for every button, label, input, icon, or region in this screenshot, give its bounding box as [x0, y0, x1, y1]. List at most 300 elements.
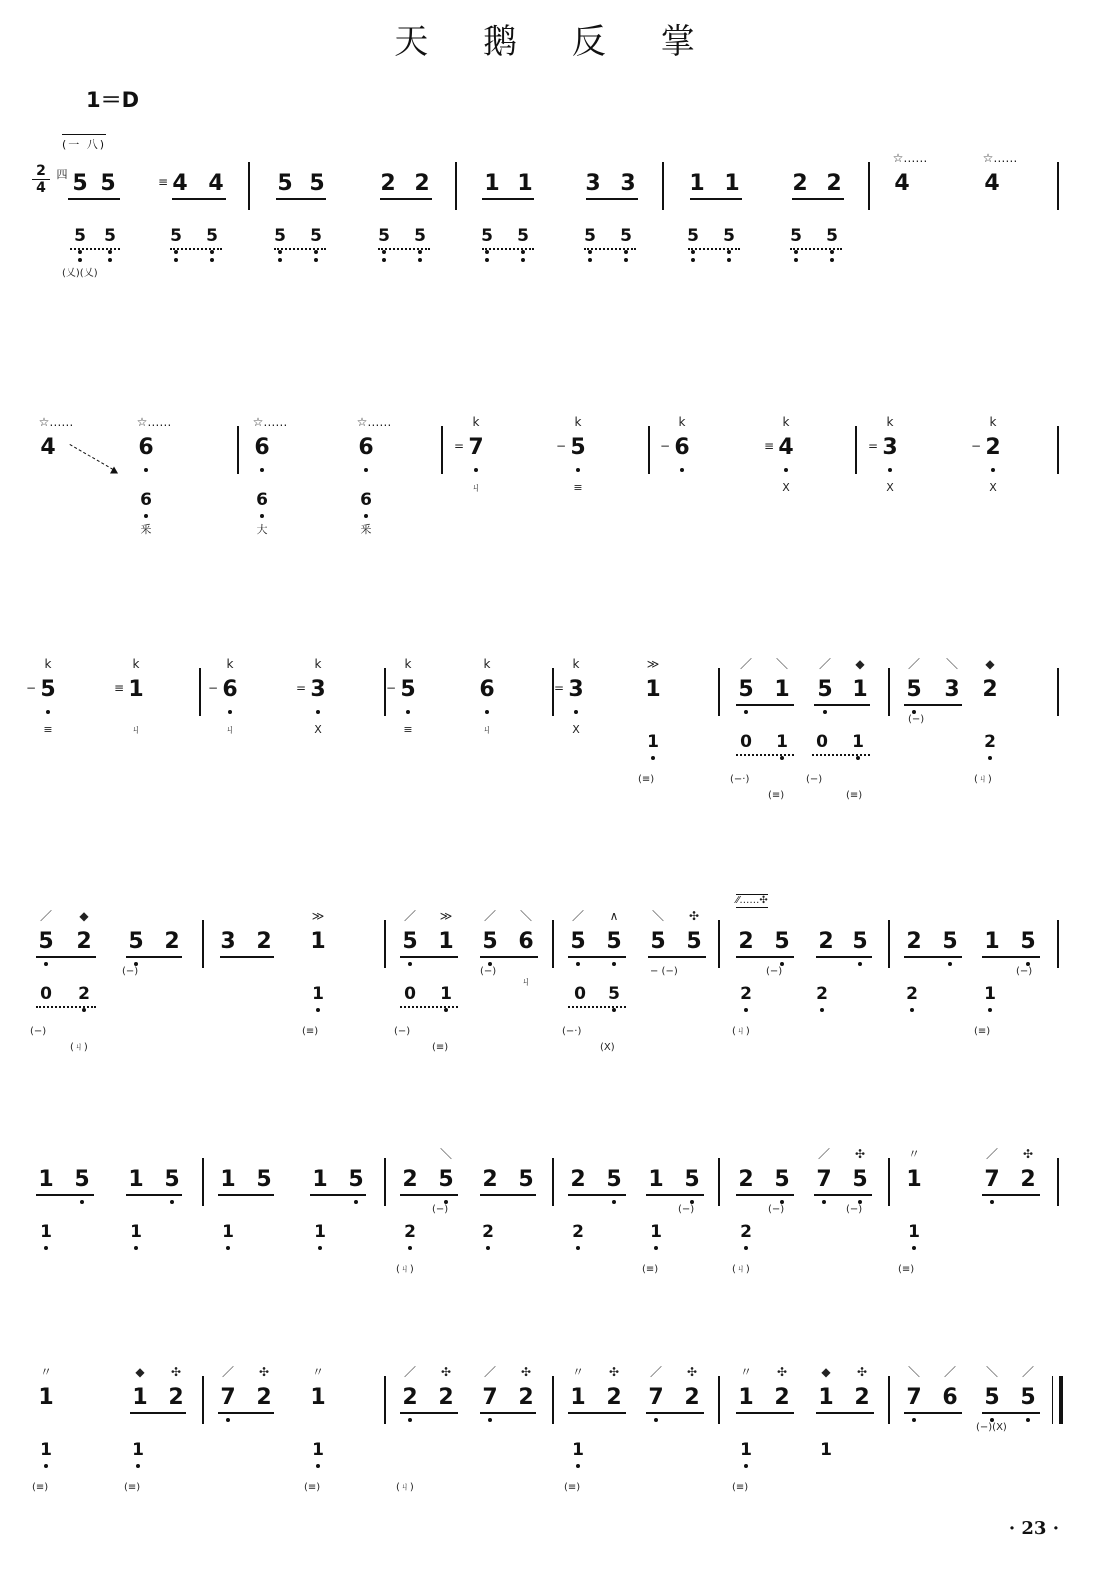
note: 4 [40, 435, 56, 460]
beam-underline [480, 1412, 536, 1414]
ornament-mark: ／ [818, 657, 831, 671]
note: 5 [40, 677, 56, 702]
note: 1 [484, 171, 500, 196]
paren-mark: (−) [480, 966, 497, 977]
octave-dot-low [228, 710, 232, 714]
octave-dot-low [408, 1418, 412, 1422]
barline [888, 668, 890, 716]
note: 2 [792, 171, 808, 196]
octave-dot-low [364, 514, 368, 518]
note: 1 [645, 677, 661, 702]
octave-dot-low [823, 710, 827, 714]
barline [202, 1158, 204, 1206]
note: 1 [38, 1385, 54, 1410]
ornament-mark: ／ [985, 1147, 998, 1161]
octave-dot-low [576, 1246, 580, 1250]
octave-dot-low [278, 258, 282, 262]
octave-dot-low [485, 250, 489, 254]
beam-underline [792, 198, 844, 200]
beam-underline [904, 704, 962, 706]
barline [855, 426, 857, 474]
beam-underline [36, 956, 96, 958]
note: 2 [906, 929, 922, 954]
note: 1 [738, 1385, 754, 1410]
beam-underline [310, 1194, 366, 1196]
fingering-mark: ≡ [403, 723, 413, 736]
note: 6 [518, 929, 534, 954]
octave-dot-low [612, 1200, 616, 1204]
ornament-mark: k [314, 657, 322, 671]
barline [1057, 668, 1059, 716]
note-prefix: − [207, 681, 219, 695]
ornament-mark: 〃 [739, 1365, 752, 1379]
beam-underline [218, 1194, 274, 1196]
note: 2 [76, 929, 92, 954]
ornament-mark: ／ [943, 1365, 956, 1379]
barline [648, 426, 650, 474]
octave-dot-low [144, 514, 148, 518]
note: 1 [438, 929, 454, 954]
note: 5 [852, 929, 868, 954]
barline [552, 1158, 554, 1206]
note: 6 [138, 435, 154, 460]
ornament-mark: ＼ [775, 657, 788, 671]
octave-dot-low [474, 468, 478, 472]
paren-mark: (X) [600, 1042, 615, 1053]
accompaniment-note: 5 [414, 226, 426, 246]
octave-dot-low [624, 250, 628, 254]
octave-dot-low [316, 710, 320, 714]
barline [718, 1158, 720, 1206]
note-prefix: − [659, 439, 671, 453]
section-box: ⁄⁄……✣ [736, 895, 768, 906]
note: 2 [982, 677, 998, 702]
note: 5 [277, 171, 293, 196]
octave-dot-low [382, 250, 386, 254]
octave-dot-low [910, 1008, 914, 1012]
ornament-mark: ≫ [646, 657, 660, 671]
note: 1 [648, 1167, 664, 1192]
note-prefix: = [867, 439, 879, 453]
ornament-mark: ／ [1021, 1365, 1034, 1379]
barline [718, 1376, 720, 1424]
note: 5 [774, 1167, 790, 1192]
note-prefix: = [453, 439, 465, 453]
octave-dot-low [612, 1008, 616, 1012]
note: 5 [128, 929, 144, 954]
note: 2 [380, 171, 396, 196]
accompaniment-underline [584, 248, 636, 250]
paren-mark: (−) [394, 1026, 411, 1037]
ornament-mark: ＼ [519, 909, 532, 923]
ornament-mark: ／ [221, 1365, 234, 1379]
paren-mark: (≡) [302, 1026, 319, 1037]
note-prefix: − [555, 439, 567, 453]
note: 3 [944, 677, 960, 702]
paren-mark: (≡) [432, 1042, 449, 1053]
ornament-mark: k [472, 415, 480, 429]
paren-mark: (ㄐ) [732, 1026, 750, 1037]
accompaniment-note: 5 [310, 226, 322, 246]
octave-dot-low [830, 250, 834, 254]
barline [202, 1376, 204, 1424]
accompaniment-note: 1 [852, 732, 864, 752]
beam-underline [218, 1412, 274, 1414]
note: 6 [358, 435, 374, 460]
octave-dot-low [612, 962, 616, 966]
octave-dot-low [576, 1464, 580, 1468]
ornament-mark: k [886, 415, 894, 429]
paren-mark: (≡) [638, 774, 655, 785]
octave-dot-low [408, 962, 412, 966]
barline [1057, 426, 1059, 474]
beam-underline [130, 1412, 186, 1414]
ornament-mark: ☆…… [892, 151, 928, 165]
note: 2 [1020, 1167, 1036, 1192]
accompaniment-underline [70, 248, 120, 250]
octave-dot-low [144, 468, 148, 472]
barline [888, 920, 890, 968]
ornament-mark: ／ [571, 909, 584, 923]
note: 7 [648, 1385, 664, 1410]
note: 2 [518, 1385, 534, 1410]
paren-mark: (ㄐ) [974, 774, 992, 785]
barline [888, 1158, 890, 1206]
accompaniment-underline [36, 1006, 96, 1008]
accompaniment-note: 2 [906, 984, 918, 1004]
octave-dot-low [316, 1008, 320, 1012]
accompaniment-note: 1 [908, 1222, 920, 1242]
paren-mark: (−) [846, 1204, 863, 1215]
accompaniment-note: 1 [440, 984, 452, 1004]
ornament-mark: ☆…… [38, 415, 74, 429]
barline [718, 668, 720, 716]
octave-dot-low [406, 710, 410, 714]
ornament-mark: ✣ [608, 1365, 620, 1379]
note: 5 [684, 1167, 700, 1192]
note: 1 [906, 1167, 922, 1192]
note: 6 [479, 677, 495, 702]
barline [662, 162, 664, 210]
ornament-mark: ≫ [311, 909, 325, 923]
note: 1 [724, 171, 740, 196]
accompaniment-note: 5 [104, 226, 116, 246]
paren-mark: (−·) [562, 1026, 582, 1037]
beam-underline [982, 1412, 1040, 1414]
accompaniment-note: 5 [608, 984, 620, 1004]
beam-underline [400, 1412, 458, 1414]
accompaniment-note: 2 [740, 984, 752, 1004]
accompaniment-note: 5 [170, 226, 182, 246]
note: 4 [984, 171, 1000, 196]
note: 4 [778, 435, 794, 460]
octave-dot-low [1026, 1418, 1030, 1422]
ornament-mark: ☆…… [252, 415, 288, 429]
octave-dot-low [82, 1008, 86, 1012]
octave-dot-low [680, 468, 684, 472]
note: 1 [689, 171, 705, 196]
accompaniment-note: 1 [130, 1222, 142, 1242]
note: 2 [985, 435, 1001, 460]
ornament-mark: k [574, 415, 582, 429]
page-number: · 23 · [1008, 1518, 1059, 1539]
note: 5 [309, 171, 325, 196]
paren-mark: (−) [766, 966, 783, 977]
octave-dot-low [858, 962, 862, 966]
octave-dot-low [744, 1246, 748, 1250]
beam-underline [172, 198, 226, 200]
note: 5 [570, 929, 586, 954]
note: 7 [220, 1385, 236, 1410]
position-mark: 四 [56, 168, 68, 181]
accompaniment-note: 0 [816, 732, 828, 752]
paren-mark: (ㄐ) [396, 1482, 414, 1493]
accompaniment-note: 1 [314, 1222, 326, 1242]
note: 6 [254, 435, 270, 460]
paren-mark: (≡) [768, 790, 785, 801]
note: 7 [906, 1385, 922, 1410]
beam-underline [380, 198, 432, 200]
ornament-mark: ／ [483, 909, 496, 923]
beam-underline [648, 956, 706, 958]
ornament-mark: ✣ [856, 1365, 868, 1379]
note: 1 [312, 1167, 328, 1192]
barline [455, 162, 457, 210]
note: 1 [220, 1167, 236, 1192]
octave-dot-low [654, 1418, 658, 1422]
ornament-mark: k [483, 657, 491, 671]
accompaniment-note: 5 [378, 226, 390, 246]
accompaniment-note: 1 [776, 732, 788, 752]
note: 7 [482, 1385, 498, 1410]
octave-dot-low [382, 258, 386, 262]
octave-dot-low [856, 756, 860, 760]
note: 5 [738, 677, 754, 702]
note: 5 [774, 929, 790, 954]
paren-mark: (−) [768, 1204, 785, 1215]
octave-dot-low [226, 1418, 230, 1422]
note: 5 [984, 1385, 1000, 1410]
octave-dot-low [226, 1246, 230, 1250]
ornament-mark: ／ [39, 909, 52, 923]
note: 4 [172, 171, 188, 196]
accompaniment-note: 1 [312, 1440, 324, 1460]
fingering-mark: ㄐ [520, 975, 532, 988]
beam-underline [568, 1194, 626, 1196]
note-prefix: − [385, 681, 397, 695]
octave-dot-low [691, 250, 695, 254]
octave-dot-low [78, 250, 82, 254]
note: 5 [402, 929, 418, 954]
beam-underline [568, 1412, 626, 1414]
note: 2 [854, 1385, 870, 1410]
octave-dot-low [486, 1246, 490, 1250]
ornament-mark: ☆…… [982, 151, 1018, 165]
octave-dot-low [44, 1246, 48, 1250]
ornament-mark: ＼ [907, 1365, 920, 1379]
note: 2 [774, 1385, 790, 1410]
octave-dot-low [744, 1464, 748, 1468]
accompaniment-underline [568, 1006, 626, 1008]
ornament-mark: k [782, 415, 790, 429]
ornament-mark: k [132, 657, 140, 671]
beam-underline [568, 956, 626, 958]
octave-dot-low [888, 468, 892, 472]
page-title: 天 鹅 反 掌 [394, 22, 717, 62]
beam-underline [982, 1194, 1040, 1196]
barline [1057, 162, 1059, 210]
accompaniment-note: 1 [312, 984, 324, 1004]
paren-mark: (−) [908, 714, 925, 725]
barline [868, 162, 870, 210]
barline [552, 1376, 554, 1424]
time-signature-top: 2 [32, 163, 50, 180]
key-signature: 1＝D [86, 88, 140, 112]
octave-dot-low [912, 1418, 916, 1422]
octave-dot-low [278, 250, 282, 254]
note: 6 [674, 435, 690, 460]
beam-underline [68, 198, 120, 200]
note: 2 [168, 1385, 184, 1410]
octave-dot-low [521, 258, 525, 262]
octave-dot-low [485, 258, 489, 262]
ornament-mark: ✣ [170, 1365, 182, 1379]
ornament-mark: ✣ [258, 1365, 270, 1379]
note: 4 [208, 171, 224, 196]
octave-dot-low [108, 258, 112, 262]
note: 5 [72, 171, 88, 196]
accompaniment-underline [274, 248, 326, 250]
octave-dot-low [354, 1200, 358, 1204]
beam-underline [126, 1194, 182, 1196]
beam-underline [736, 956, 794, 958]
ornament-mark: ／ [483, 1365, 496, 1379]
beam-underline [736, 704, 794, 706]
beam-underline [814, 704, 870, 706]
beam-underline [816, 956, 872, 958]
octave-dot-low [134, 1246, 138, 1250]
octave-dot-low [744, 1008, 748, 1012]
final-barline [1052, 1376, 1063, 1424]
paren-mark: (−·) [730, 774, 750, 785]
note: 5 [400, 677, 416, 702]
intro-mark: (一 八) [62, 134, 106, 152]
beam-underline [480, 1194, 536, 1196]
note: 1 [774, 677, 790, 702]
octave-dot-low [210, 258, 214, 262]
beam-underline [482, 198, 534, 200]
beam-underline [904, 1412, 962, 1414]
barline [248, 162, 250, 210]
note-prefix: = [295, 681, 307, 695]
octave-dot-low [822, 1200, 826, 1204]
note: 5 [74, 1167, 90, 1192]
fingering-mark: X [782, 481, 790, 494]
ornament-mark: ∧ [609, 909, 619, 923]
ornament-mark: k [572, 657, 580, 671]
paren-mark: (≡) [642, 1264, 659, 1275]
ornament-mark: ＼ [651, 909, 664, 923]
note: 5 [852, 1167, 868, 1192]
note: 2 [818, 929, 834, 954]
beam-underline [586, 198, 638, 200]
octave-dot-low [260, 514, 264, 518]
ornament-mark: ◆ [135, 1365, 145, 1379]
fingering-mark: ㄐ [481, 723, 493, 736]
octave-dot-low [418, 250, 422, 254]
note: 2 [826, 171, 842, 196]
octave-dot-low [44, 1464, 48, 1468]
fingering-mark: 大 [256, 523, 268, 536]
ornament-mark: 〃 [39, 1365, 52, 1379]
accompaniment-note: 5 [206, 226, 218, 246]
note: 2 [482, 1167, 498, 1192]
accompaniment-note: 5 [584, 226, 596, 246]
ornament-mark: ✣ [1022, 1147, 1034, 1161]
paren-mark: (≡) [32, 1482, 49, 1493]
ornament-mark: ✣ [776, 1365, 788, 1379]
octave-dot-low [948, 962, 952, 966]
barline [441, 426, 443, 474]
accompaniment-note: 2 [572, 1222, 584, 1242]
paren-mark: (−) [678, 1204, 695, 1215]
barline [199, 668, 201, 716]
octave-dot-low [991, 468, 995, 472]
accompaniment-note: 1 [222, 1222, 234, 1242]
accompaniment-note: 5 [826, 226, 838, 246]
accompaniment-note: 0 [574, 984, 586, 1004]
ornament-mark: ◆ [855, 657, 865, 671]
octave-dot-low [588, 250, 592, 254]
octave-dot-low [912, 1246, 916, 1250]
octave-dot-low [651, 756, 655, 760]
octave-dot-low [744, 710, 748, 714]
octave-dot-low [794, 258, 798, 262]
octave-dot-low [318, 1246, 322, 1250]
note: 7 [468, 435, 484, 460]
note: 5 [38, 929, 54, 954]
ornament-mark: ◆ [821, 1365, 831, 1379]
ornament-mark: k [404, 657, 412, 671]
accompaniment-note: 1 [132, 1440, 144, 1460]
beam-underline [736, 1194, 794, 1196]
ornament-mark: ／ [403, 1365, 416, 1379]
note: 5 [348, 1167, 364, 1192]
beam-underline [646, 1412, 704, 1414]
note: 1 [132, 1385, 148, 1410]
note-prefix: − [25, 681, 37, 695]
paren-mark: (−)(X) [976, 1422, 1007, 1433]
barline [888, 1376, 890, 1424]
accompaniment-note: 6 [256, 490, 268, 510]
octave-dot-low [174, 258, 178, 262]
accompaniment-note: 2 [404, 1222, 416, 1242]
octave-dot-low [408, 1246, 412, 1250]
accompaniment-underline [378, 248, 430, 250]
beam-underline [646, 1194, 704, 1196]
octave-dot-low [988, 756, 992, 760]
accompaniment-note: 5 [274, 226, 286, 246]
note: 5 [482, 929, 498, 954]
octave-dot-low [44, 962, 48, 966]
ornament-mark: ＼ [985, 1365, 998, 1379]
octave-dot-low [794, 250, 798, 254]
octave-dot-low [988, 1008, 992, 1012]
paren-mark: (ㄐ) [732, 1264, 750, 1275]
ornament-mark: 〃 [907, 1147, 920, 1161]
paren-mark: (≡) [124, 1482, 141, 1493]
ornament-mark: ≫ [439, 909, 453, 923]
